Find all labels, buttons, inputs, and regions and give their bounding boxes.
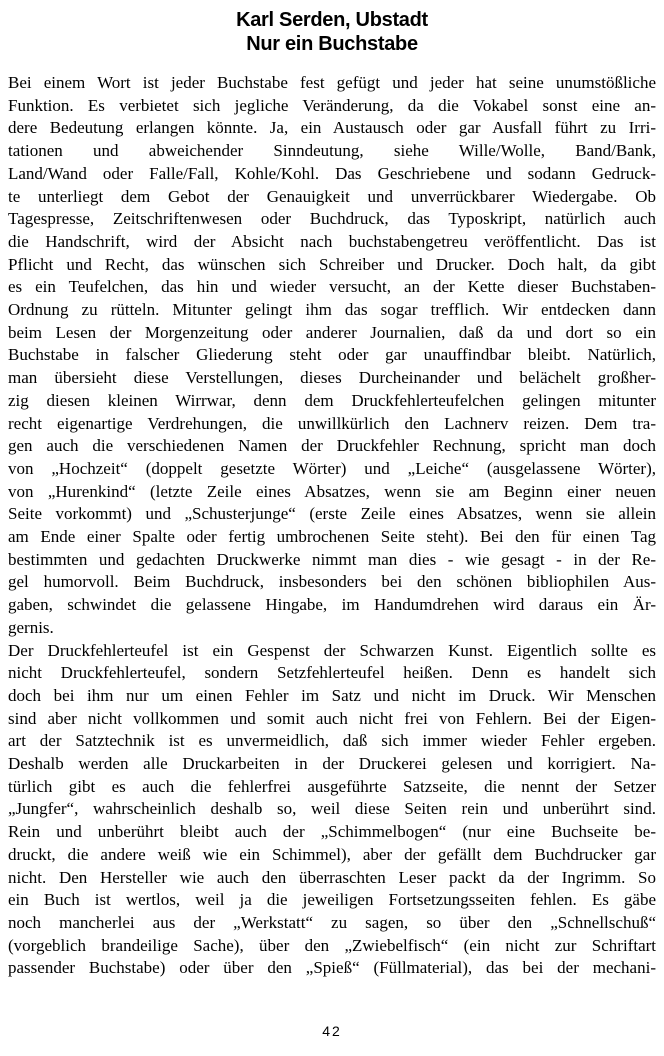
text-line: doch bei ihm nur um einen Fehler im Satz und nicht im Druck. Wir Menschen xyxy=(8,685,656,705)
text-line: am Ende einer Spalte oder fertig umbrochenen Seite steht). Bei den für einen Tag xyxy=(8,527,656,546)
text-line: Buchstabe in falscher Gliederung steht oder gar unauffindbar bleibt. Natürlich, xyxy=(8,345,656,365)
text-line: art der Satztechnik ist es unvermeidlich, daß sich immer wieder Fehler ergeben. xyxy=(8,731,656,751)
text-line: nicht Druckfehlerteufel, sondern Setzfehlerteufel heißen. Denn es handelt sich xyxy=(8,663,656,683)
text-line: ein Buch ist wertlos, weil ja die jeweiligen Fortsetzungsseiten fehlen. Es gäbe xyxy=(8,890,656,910)
text-line: Land/Wand oder Falle/Fall, Kohle/Kohl. Das Geschriebene und sodann Gedruck- xyxy=(8,163,656,183)
text-line: zig diesen kleinen Wirrwar, denn dem Druckfehlerteufelchen gelingen mitunter xyxy=(8,390,656,410)
text-line: von „Hochzeit“ (doppelt gesetzte Wörter) und „Leiche“ (ausgelassene Wörter), xyxy=(8,458,656,478)
text-line: von „Hurenkind“ (letzte Zeile eines Absatzes, wenn sie am Beginn einer neuen xyxy=(8,481,656,501)
text-line: „Jungfer“, wahrscheinlich deshalb so, weil diese Seiten rein und unberührt sind. xyxy=(8,799,656,819)
text-line: gen auch die verschiedenen Namen der Druckfehler Rechnung, spricht man doch xyxy=(8,436,656,456)
text-line: man übersieht diese Verstellungen, dieses Durcheinander und belächelt großher- xyxy=(8,368,656,388)
text-line: gel humorvoll. Beim Buchdruck, insbesonders bei den schönen bibliophilen Aus- xyxy=(8,572,656,592)
text-line: Pflicht und Recht, das wünschen sich Schreiber und Drucker. Doch halt, da gibt xyxy=(8,254,656,274)
text-line: Ordnung zu rütteln. Mitunter gelingt ihm das sogar trefflich. Wir entdecken dann xyxy=(8,300,656,319)
text-line: nicht. Den Hersteller wie auch den überraschten Leser packt da der Ingrimm. So xyxy=(8,867,656,887)
article-title: Nur ein Buchstabe xyxy=(246,33,418,55)
text-line: Rein und unberührt bleibt auch der „Schimmelbogen“ (nur eine Buchseite be- xyxy=(8,822,656,842)
text-line: sind aber nicht vollkommen und somit auch nicht frei von Fehlern. Bei der Eigen- xyxy=(8,708,656,728)
text-line: Bei einem Wort ist jeder Buchstabe fest gefügt und jeder hat seine unumstößliche xyxy=(8,73,656,92)
text-line: te unterliegt dem Gebot der Genauigkeit und unverrückbarer Wiedergabe. Ob xyxy=(8,186,656,206)
text-line: gernis. xyxy=(8,617,54,637)
page-number: 42 xyxy=(322,1023,342,1039)
text-line: Funktion. Es verbietet sich jegliche Veränderung, da die Vokabel sonst eine an- xyxy=(8,95,656,115)
text-line: (vorgeblich brandeilige Sache), über den „Zwiebelfisch“ (ein nicht zur Schriftart xyxy=(8,935,656,955)
author-heading: Karl Serden, Ubstadt xyxy=(236,9,428,31)
text-line: druckt, die andere weiß wie ein Schimmel), aber der gefällt dem Buchdrucker gar xyxy=(8,844,656,864)
text-line: Deshalb werden alle Druckarbeiten in der Druckerei gelesen und korrigiert. Na- xyxy=(8,754,656,773)
text-line: dere Bedeutung erlangen könnte. Ja, ein Austausch oder gar Ausfall führt zu Irri- xyxy=(8,118,656,138)
text-line: Seite vorkommt) und „Schusterjunge“ (erste Zeile eines Absatzes, wenn sie allein xyxy=(8,504,656,524)
text-line: es ein Teufelchen, das hin und wieder versucht, an der Kette dieser Buchstaben- xyxy=(8,277,656,297)
text-line: türlich gibt es auch die fehlerfrei ausgeführte Satzseite, die nennt der Setzer xyxy=(8,776,656,796)
text-line: Der Druckfehlerteufel ist ein Gespenst der Schwarzen Kunst. Eigentlich sollte es xyxy=(8,640,656,660)
text-line: die Handschrift, wird der Absicht nach buchstabengetreu veröffentlicht. Das ist xyxy=(8,231,656,251)
text-line: Tagespresse, Zeitschriftenwesen oder Buchdruck, das Typoskript, natürlich auch xyxy=(8,209,656,229)
text-line: tationen und abweichender Sinndeutung, siehe Wille/Wolle, Band/Bank, xyxy=(8,141,656,161)
text-line: noch mancherlei aus der „Werkstatt“ zu sagen, so über den „Schnellschuß“ xyxy=(8,912,656,932)
text-line: gaben, schwindet die gelassene Hingabe, im Handumdrehen wird daraus ein Är- xyxy=(8,595,656,615)
text-line: bestimmten und gedachten Druckwerke nimmt man dies - wie gesagt - in der Re- xyxy=(8,549,656,569)
text-line: passender Buchstabe) oder über den „Spieß“ (Füllmaterial), das bei der mechani- xyxy=(8,958,656,978)
text-line: recht eigenartige Verdrehungen, die unwillkürlich den Lachnerv reizen. Dem tra- xyxy=(8,413,656,433)
text-line: beim Lesen der Morgenzeitung oder anderer Journalien, daß da und dort so ein xyxy=(8,322,656,342)
